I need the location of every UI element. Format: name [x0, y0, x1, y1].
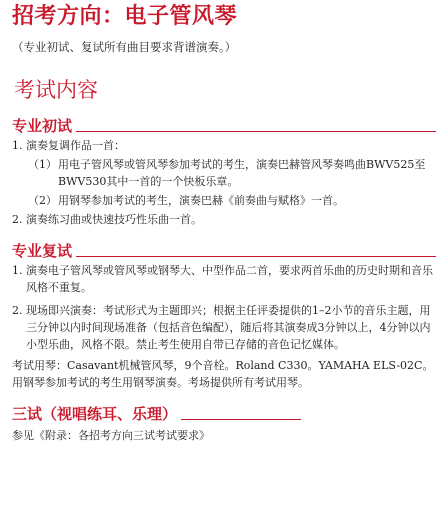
section-title-third: 三试（视唱练耳、乐理）: [12, 405, 178, 423]
third-test-reference: 参见《附录：各招考方向三试考试要求》: [12, 429, 210, 442]
item-number: 1.: [12, 264, 23, 277]
section-title-retest: 专业复试: [12, 242, 73, 260]
sub-item-number: （1）: [28, 158, 57, 171]
item-text: 现场即兴演奏：考试形式为主题即兴；根据主任评委提供的1–2小节的音乐主题，用三分钟以内时间现场准备（包括音色编配），随后将其演奏成3分钟以上，4分钟以内小型乐曲，风格不限。禁止考生使用自带已存储的音色记忆媒体。: [26, 304, 431, 351]
section-heading-prelim: [12, 117, 436, 135]
item-text: 演奏复调作品一首：: [26, 139, 125, 152]
item-text: 演奏电子管风琴或管风琴或钢琴大、中型作品二首，要求两首乐曲的历史时期和音乐风格不重复。: [26, 264, 433, 294]
item-number: 2.: [12, 213, 23, 226]
sub-item: [28, 156, 436, 190]
list-item: [12, 211, 436, 228]
page-subtitle: （专业初试、复试所有曲目要求背谱演奏。）: [12, 40, 237, 54]
sub-item-number: （2）: [28, 194, 57, 207]
list-item: [12, 302, 436, 353]
section-rule: [76, 256, 436, 257]
section-rule: [76, 131, 436, 132]
list-item: [12, 137, 436, 154]
section-rule: [181, 419, 301, 420]
page-title: 招考方向：电子管风琴: [12, 4, 238, 29]
item-text: 演奏练习曲或快速技巧性乐曲一首。: [26, 213, 202, 226]
item-number: 2.: [12, 304, 23, 317]
section-heading-retest: [12, 242, 436, 260]
instruments-paragraph: 考试用琴：Casavant机械管风琴，9个音栓。Roland C330。YAMAHA ELS-02C。用钢琴参加考试的考生用钢琴演奏。考场提供所有考试用琴。: [12, 359, 434, 389]
section-heading-third: [12, 405, 436, 423]
list-item: [12, 262, 436, 296]
sub-item-text: 用电子管风琴或管风琴参加考试的考生，演奏巴赫管风琴奏鸣曲BWV525至BWV530其中一首的一个快板乐章。: [58, 158, 426, 188]
sub-item-text: 用钢琴参加考试的考生，演奏巴赫《前奏曲与赋格》一首。: [58, 194, 344, 207]
section-title-prelim: 专业初试: [12, 117, 73, 135]
content-heading: 考试内容: [14, 78, 98, 102]
sub-item: [28, 192, 436, 209]
item-number: 1.: [12, 139, 23, 152]
